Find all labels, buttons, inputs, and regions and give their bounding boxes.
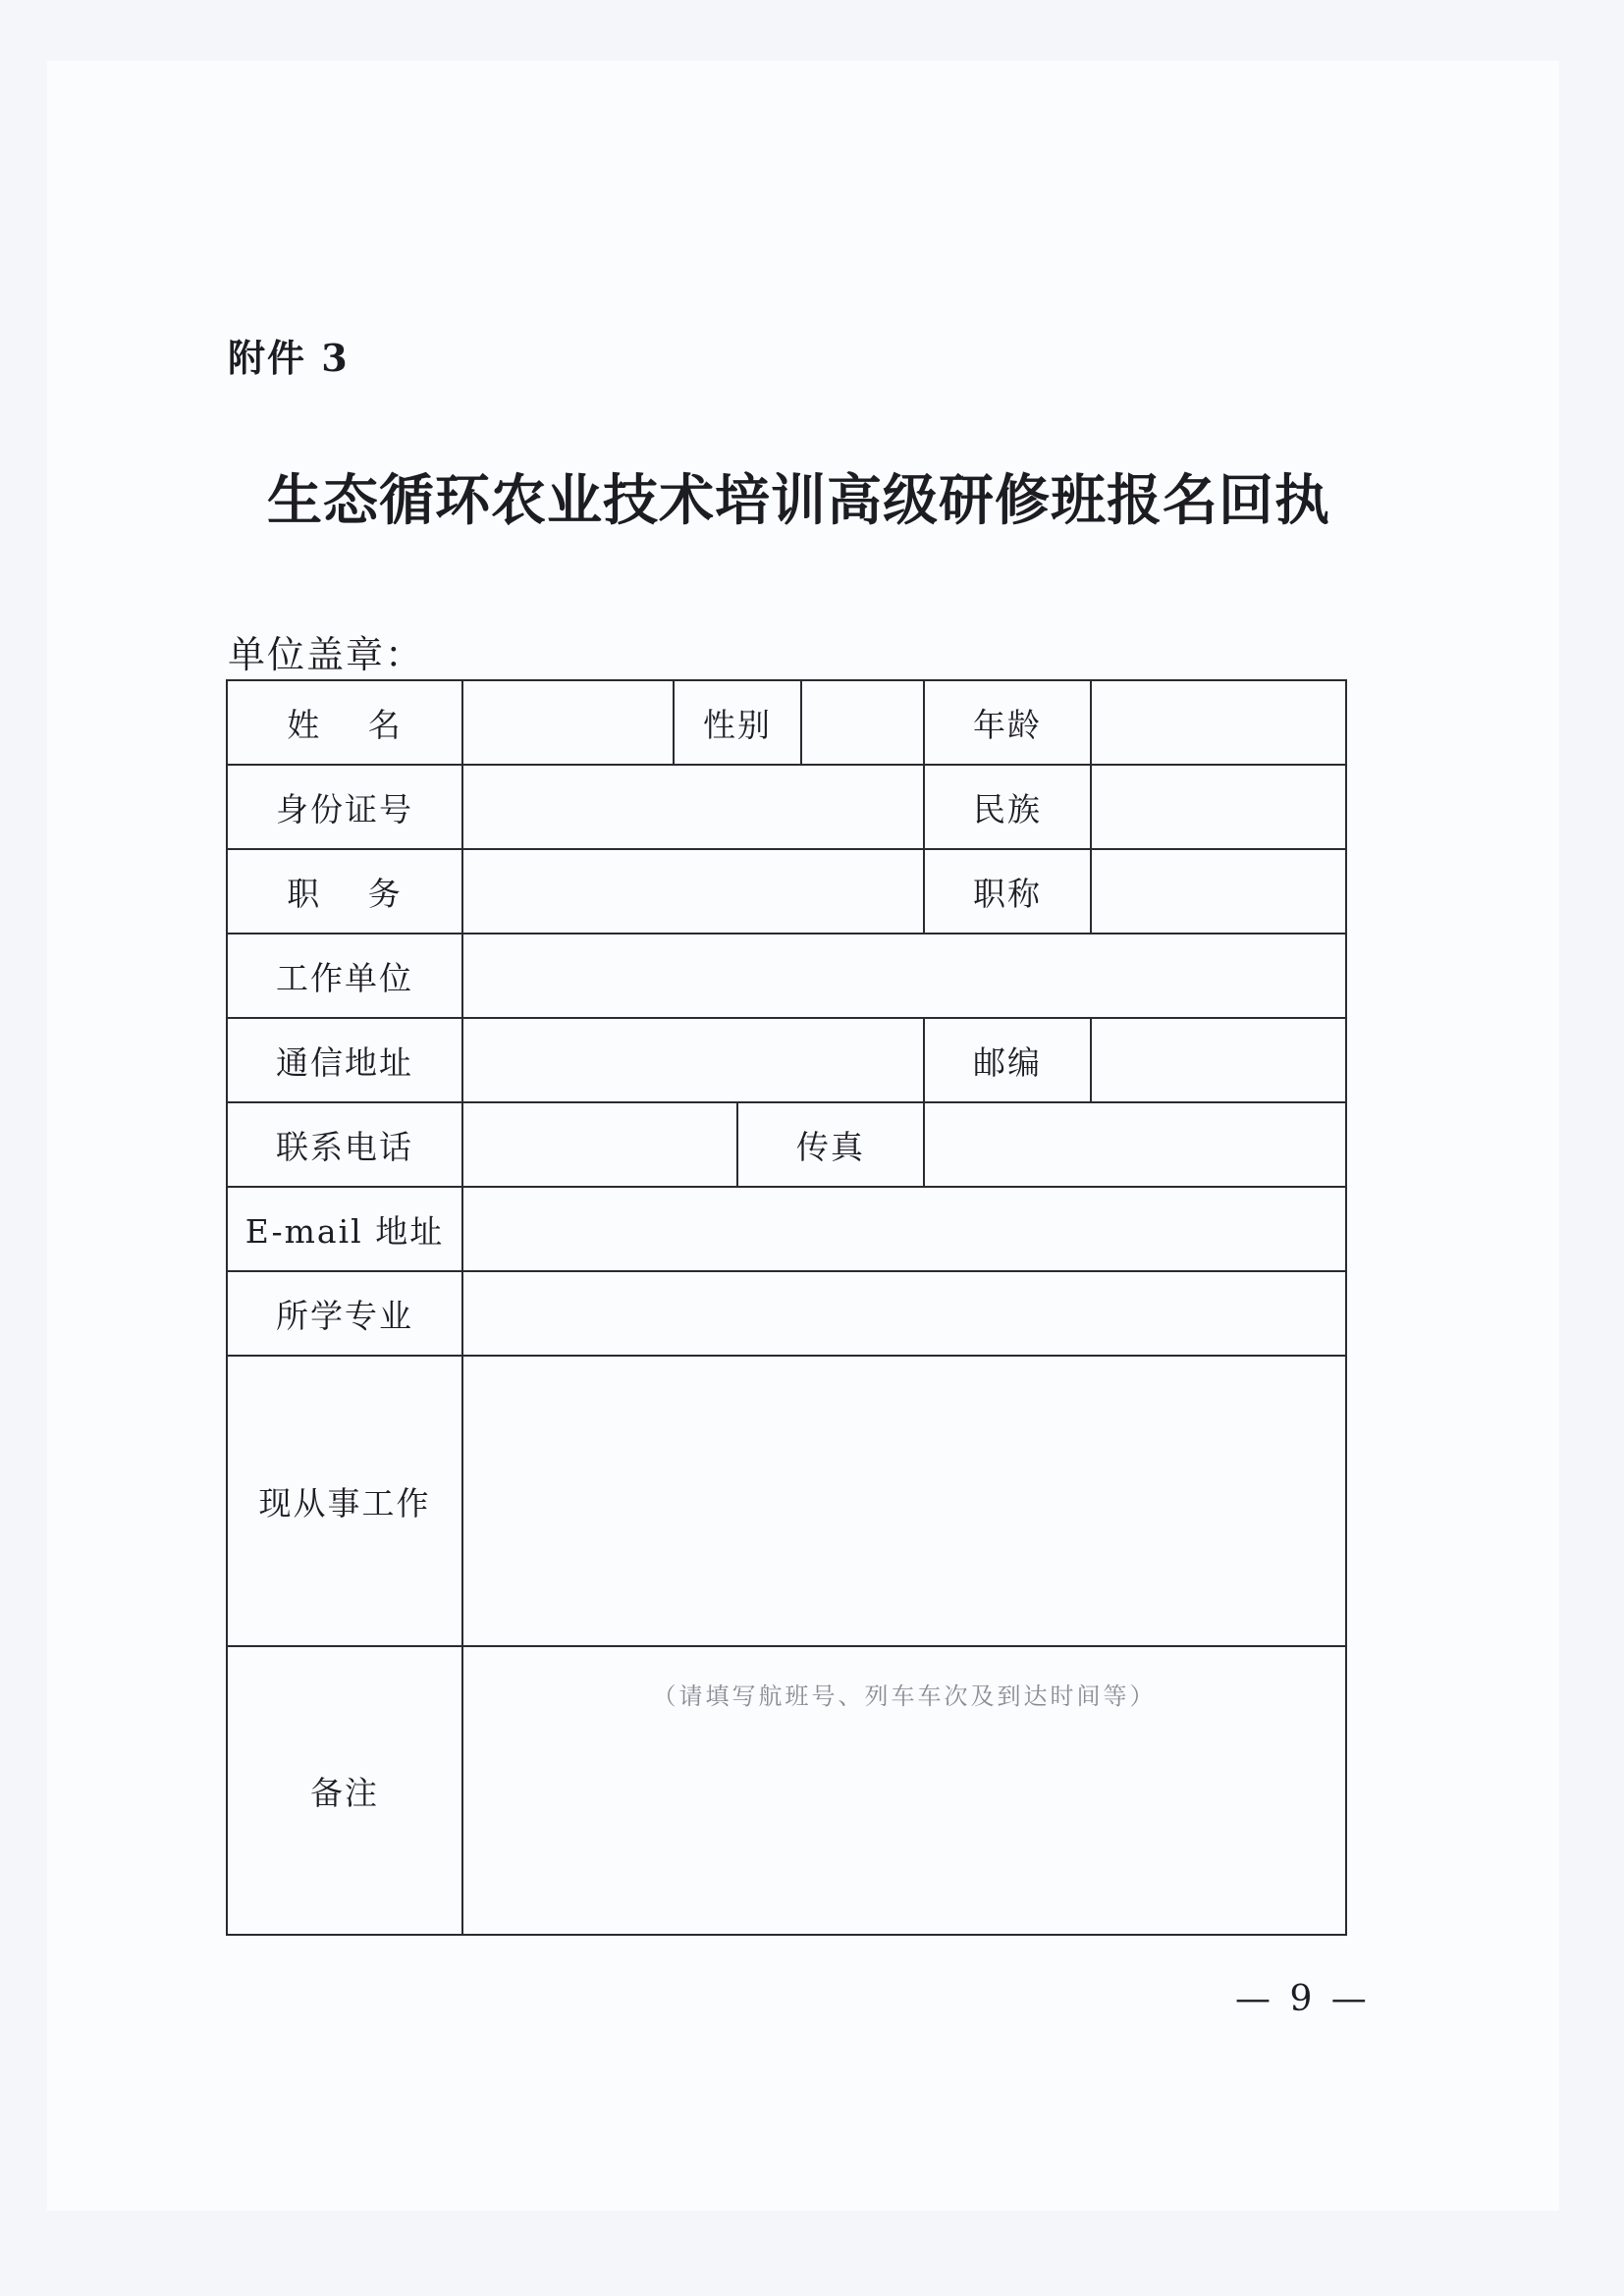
remarks-hint: （请填写航班号、列车车次及到达时间等）	[652, 1682, 1157, 1710]
registration-form-table	[226, 679, 1347, 1936]
name-field[interactable]	[462, 680, 674, 765]
phone-field[interactable]	[462, 1102, 737, 1187]
phone-label: 联系电话	[227, 1102, 462, 1187]
remarks-field[interactable]	[462, 1646, 1346, 1935]
form-row-position	[227, 849, 1346, 934]
postcode-field[interactable]	[1091, 1018, 1346, 1102]
remarks-label: 备注	[227, 1646, 462, 1935]
gender-field[interactable]	[801, 680, 924, 765]
current-work-field[interactable]	[462, 1356, 1346, 1646]
age-field[interactable]	[1091, 680, 1346, 765]
position-label: 职 务	[227, 849, 462, 934]
position-field[interactable]	[462, 849, 924, 934]
form-row-address	[227, 1018, 1346, 1102]
fax-label: 传真	[737, 1102, 924, 1187]
form-row-major	[227, 1271, 1346, 1356]
ethnicity-field[interactable]	[1091, 765, 1346, 849]
age-label: 年龄	[924, 680, 1091, 765]
form-row-current-work	[227, 1356, 1346, 1646]
professional-title-field[interactable]	[1091, 849, 1346, 934]
fax-field[interactable]	[924, 1102, 1346, 1187]
postcode-label: 邮编	[924, 1018, 1091, 1102]
form-row-remarks	[227, 1646, 1346, 1935]
page-number: — 9 —	[1235, 1979, 1371, 2019]
gender-label: 性别	[674, 680, 801, 765]
id-number-label: 身份证号	[227, 765, 462, 849]
form-row-email	[227, 1187, 1346, 1271]
major-label: 所学专业	[227, 1271, 462, 1356]
form-row-workplace	[227, 934, 1346, 1018]
current-work-label: 现从事工作	[227, 1356, 462, 1646]
id-number-field[interactable]	[462, 765, 924, 849]
name-label: 姓 名	[227, 680, 462, 765]
workplace-label: 工作单位	[227, 934, 462, 1018]
email-field[interactable]	[462, 1187, 1346, 1271]
professional-title-label: 职称	[924, 849, 1091, 934]
unit-stamp-label: 单位盖章：	[228, 633, 425, 676]
major-field[interactable]	[462, 1271, 1346, 1356]
address-label: 通信地址	[227, 1018, 462, 1102]
workplace-field[interactable]	[462, 934, 1346, 1018]
email-label: E-mail 地址	[227, 1187, 462, 1271]
document-title: 生态循环农业技术培训高级研修班报名回执	[267, 468, 1330, 533]
form-row-phone	[227, 1102, 1346, 1187]
ethnicity-label: 民族	[924, 765, 1091, 849]
address-field[interactable]	[462, 1018, 924, 1102]
form-row-id	[227, 765, 1346, 849]
attachment-label: 附件 3	[228, 336, 350, 380]
form-row-name	[227, 680, 1346, 765]
